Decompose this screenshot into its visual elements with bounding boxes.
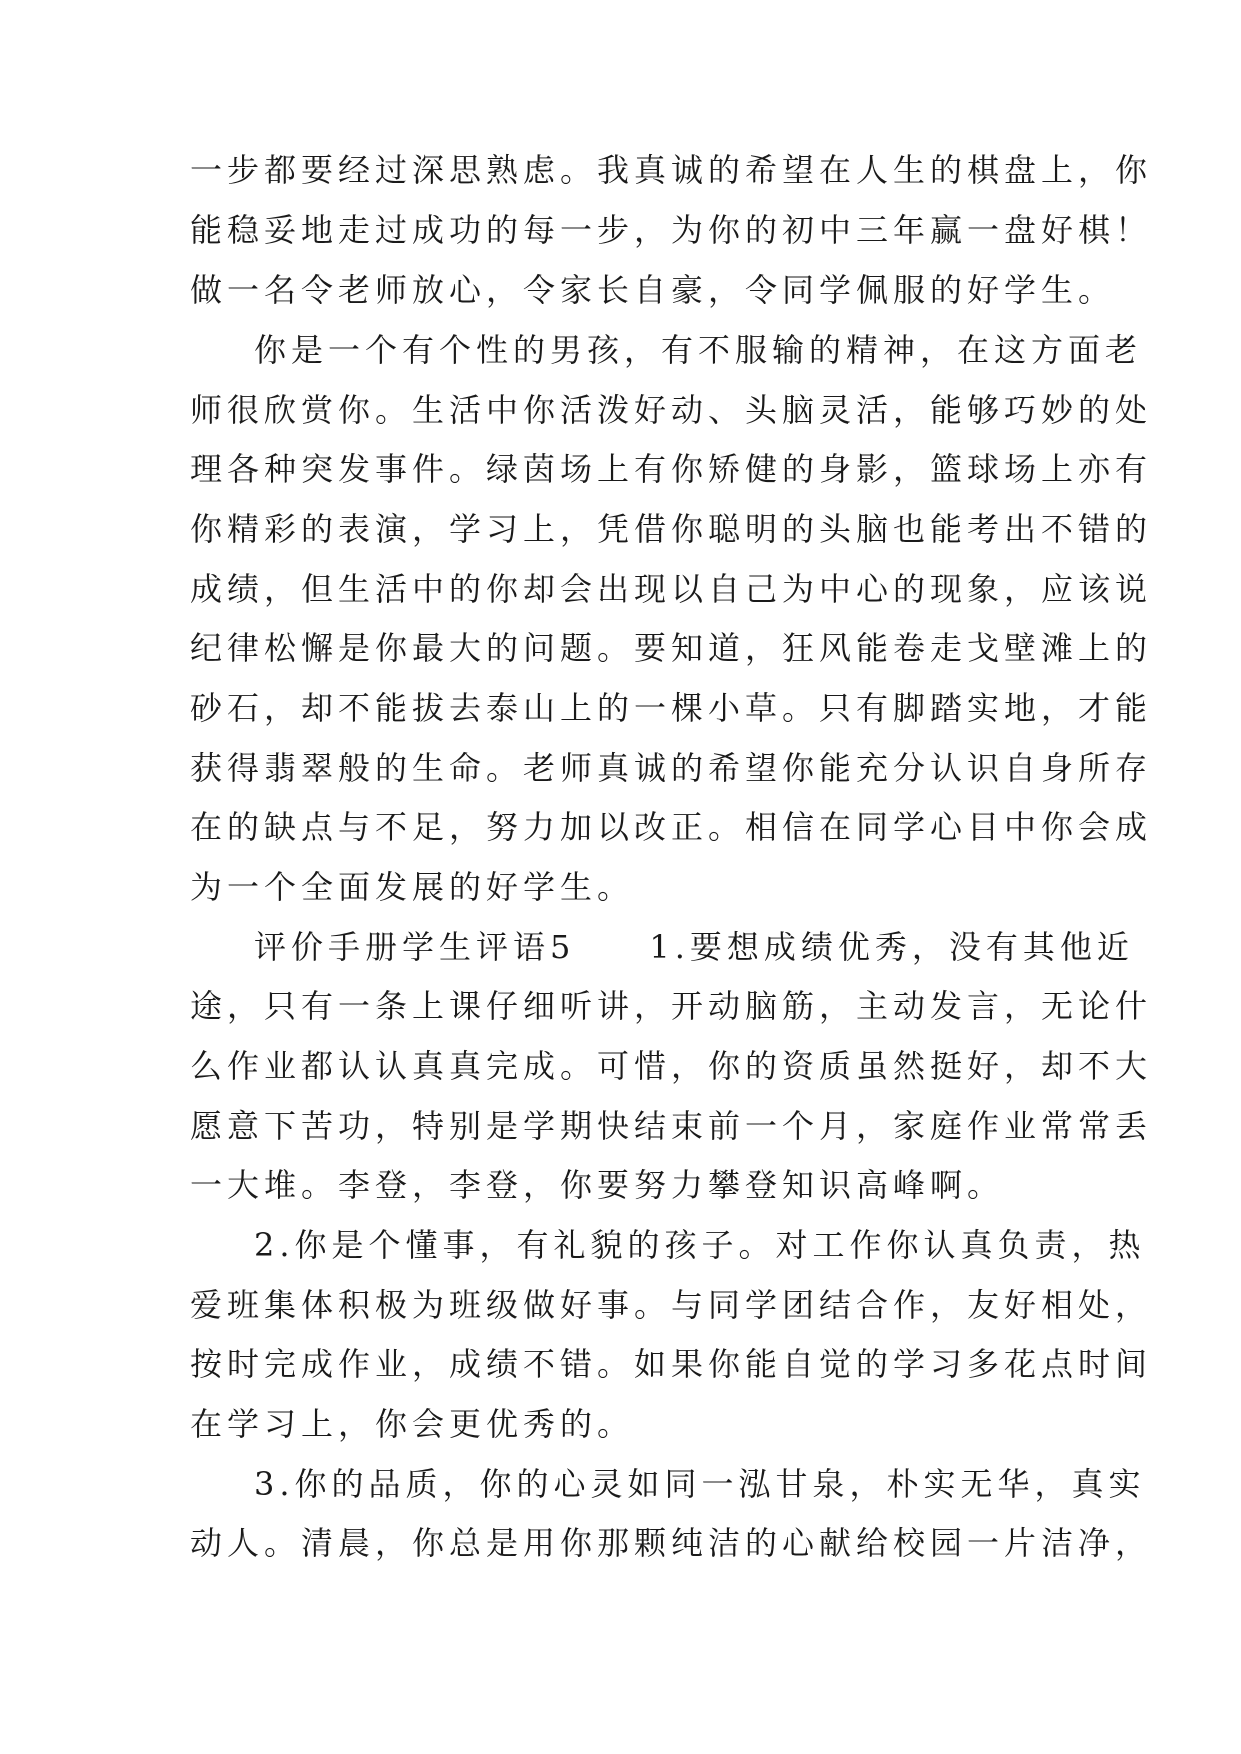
text-line: 理各种突发事件。绿茵场上有你矫健的身影，篮球场上亦有 xyxy=(190,450,1153,488)
text-line: 在学习上，你会更优秀的。 xyxy=(190,1405,635,1443)
paragraph-start-line: 评价手册学生评语5 1.要想成绩优秀，没有其他近 xyxy=(254,928,1134,966)
text-line: 获得翡翠般的生命。老师真诚的希望你能充分认识自身所存 xyxy=(190,749,1153,787)
text-line: 成绩，但生活中的你却会出现以自己为中心的现象，应该说 xyxy=(190,570,1153,608)
text-line: 纪律松懈是你最大的问题。要知道，狂风能卷走戈壁滩上的 xyxy=(190,629,1153,667)
paragraph-start-line: 3.你的品质，你的心灵如同一泓甘泉，朴实无华，真实 xyxy=(254,1465,1146,1503)
text-line: 么作业都认认真真完成。可惜，你的资质虽然挺好，却不大 xyxy=(190,1047,1153,1085)
text-line: 爱班集体积极为班级做好事。与同学团结合作，友好相处， xyxy=(190,1286,1153,1324)
text-line: 能稳妥地走过成功的每一步，为你的初中三年赢一盘好棋！ xyxy=(190,211,1153,249)
text-line: 做一名令老师放心，令家长自豪，令同学佩服的好学生。 xyxy=(190,271,1116,309)
text-line: 按时完成作业，成绩不错。如果你能自觉的学习多花点时间 xyxy=(190,1345,1153,1383)
paragraph-start-line: 你是一个有个性的男孩，有不服输的精神，在这方面老 xyxy=(254,331,1143,369)
text-line: 一大堆。李登，李登，你要努力攀登知识高峰啊。 xyxy=(190,1166,1005,1204)
text-line: 在的缺点与不足，努力加以改正。相信在同学心目中你会成 xyxy=(190,808,1153,846)
text-line: 途，只有一条上课仔细听讲，开动脑筋，主动发言，无论什 xyxy=(190,987,1153,1025)
text-line: 动人。清晨，你总是用你那颗纯洁的心献给校园一片洁净， xyxy=(190,1524,1153,1562)
paragraph-start-line: 2.你是个懂事，有礼貌的孩子。对工作你认真负责，热 xyxy=(254,1226,1146,1264)
text-line: 砂石，却不能拔去泰山上的一棵小草。只有脚踏实地，才能 xyxy=(190,689,1153,727)
text-line: 为一个全面发展的好学生。 xyxy=(190,868,635,906)
text-line: 你精彩的表演，学习上，凭借你聪明的头脑也能考出不错的 xyxy=(190,510,1153,548)
text-line: 一步都要经过深思熟虑。我真诚的希望在人生的棋盘上，你 xyxy=(190,151,1153,189)
text-line: 师很欣赏你。生活中你活泼好动、头脑灵活，能够巧妙的处 xyxy=(190,391,1153,429)
text-line: 愿意下苦功，特别是学期快结束前一个月，家庭作业常常丢 xyxy=(190,1107,1153,1145)
